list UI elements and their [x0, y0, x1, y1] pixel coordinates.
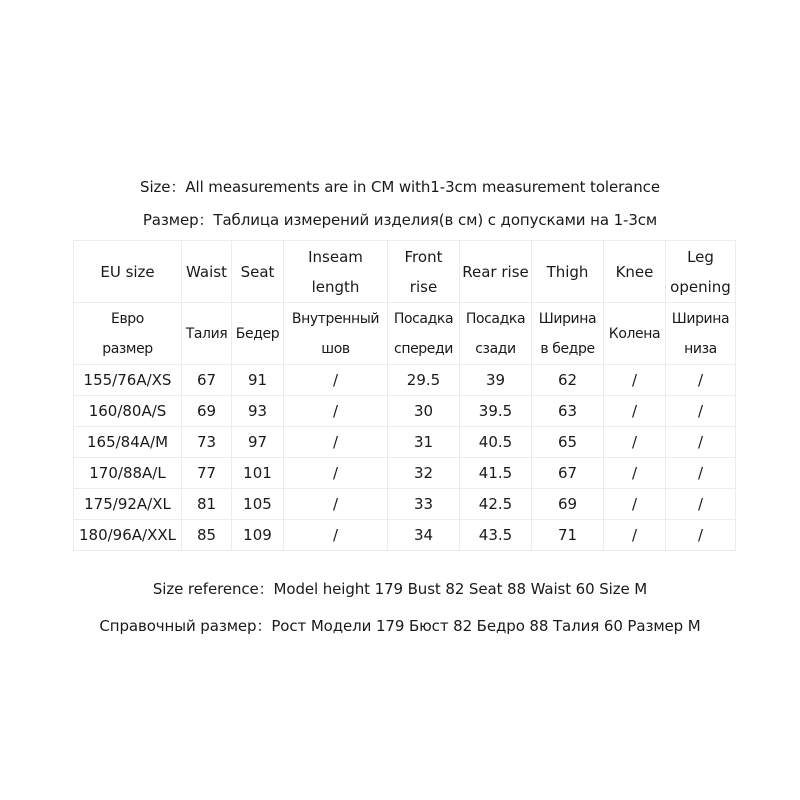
table-row — [74, 520, 736, 551]
header-row-english — [74, 241, 736, 303]
header-cell-thigh — [532, 241, 604, 303]
title-english: Size：All measurements are in CM with1-3cm measurement tolerance — [140, 178, 660, 196]
header-cell-seat — [232, 241, 284, 303]
title-russian: Размер：Таблица измерений изделия(в см) с допусками на 1-3см — [142, 211, 658, 229]
cell-thigh: 63 — [532, 396, 604, 427]
header-line: opening — [670, 277, 731, 296]
cell-rear-rise: 42.5 — [460, 489, 532, 520]
cell-leg-opening: / — [666, 489, 736, 520]
cell-eu-size: 175/92A/XL — [74, 489, 182, 520]
cell-leg-opening: / — [666, 365, 736, 396]
header-line: Колена — [608, 325, 661, 342]
cell-waist: 77 — [182, 458, 232, 489]
header-line: EU size — [100, 262, 155, 281]
header-line: length — [311, 277, 360, 296]
header-line: Посадка — [393, 310, 454, 327]
header-cell-inseam-length — [284, 303, 388, 365]
header-line: Knee — [615, 262, 654, 281]
header-cell-leg-opening — [666, 241, 736, 303]
cell-front-rise: 34 — [388, 520, 460, 551]
header-cell-seat — [232, 303, 284, 365]
header-cell-thigh — [532, 303, 604, 365]
table-row — [74, 365, 736, 396]
cell-knee: / — [604, 489, 666, 520]
header-line: Ширина — [538, 310, 597, 327]
header-cell-front-rise — [388, 241, 460, 303]
cell-front-rise: 32 — [388, 458, 460, 489]
header-line: Посадка — [465, 310, 526, 327]
cell-leg-opening: / — [666, 427, 736, 458]
cell-thigh: 71 — [532, 520, 604, 551]
cell-knee: / — [604, 365, 666, 396]
header-line: размер — [102, 340, 153, 357]
size-table-body — [74, 241, 736, 551]
header-line: шов — [321, 340, 350, 357]
table-row — [74, 458, 736, 489]
cell-seat: 97 — [232, 427, 284, 458]
size-reference-russian: Справочный размер：Рост Модели 179 Бюст 82 Бедро 88 Талия 60 Размер M — [99, 617, 701, 635]
cell-rear-rise: 40.5 — [460, 427, 532, 458]
cell-inseam-length: / — [284, 396, 388, 427]
header-cell-leg-opening — [666, 303, 736, 365]
cell-seat: 91 — [232, 365, 284, 396]
header-cell-inseam-length — [284, 241, 388, 303]
header-line: Талия — [185, 325, 228, 342]
cell-eu-size: 160/80A/S — [74, 396, 182, 427]
cell-leg-opening: / — [666, 458, 736, 489]
cell-rear-rise: 39.5 — [460, 396, 532, 427]
header-line: Inseam — [308, 247, 363, 266]
size-reference-english: Size reference：Model height 179 Bust 82 Seat 88 Waist 60 Size M — [152, 580, 648, 598]
header-line: Front — [404, 247, 443, 266]
cell-knee: / — [604, 427, 666, 458]
header-line: сзади — [475, 340, 516, 357]
header-row-russian — [74, 303, 736, 365]
cell-thigh: 69 — [532, 489, 604, 520]
cell-waist: 85 — [182, 520, 232, 551]
header-line: в бедре — [540, 340, 595, 357]
cell-inseam-length: / — [284, 365, 388, 396]
cell-rear-rise: 39 — [460, 365, 532, 396]
cell-waist: 73 — [182, 427, 232, 458]
header-cell-knee — [604, 241, 666, 303]
header-line: Rear rise — [462, 262, 529, 281]
cell-waist: 81 — [182, 489, 232, 520]
cell-eu-size: 155/76A/XS — [74, 365, 182, 396]
cell-eu-size: 180/96A/XXL — [74, 520, 182, 551]
header-line: Евро — [111, 310, 144, 327]
cell-thigh: 67 — [532, 458, 604, 489]
cell-knee: / — [604, 520, 666, 551]
header-line: rise — [409, 277, 438, 296]
cell-knee: / — [604, 396, 666, 427]
cell-rear-rise: 41.5 — [460, 458, 532, 489]
cell-knee: / — [604, 458, 666, 489]
header-cell-rear-rise — [460, 241, 532, 303]
header-line: Leg — [687, 247, 714, 266]
header-line: низа — [684, 340, 717, 357]
cell-inseam-length: / — [284, 520, 388, 551]
cell-front-rise: 31 — [388, 427, 460, 458]
cell-front-rise: 30 — [388, 396, 460, 427]
cell-seat: 109 — [232, 520, 284, 551]
cell-leg-opening: / — [666, 520, 736, 551]
header-cell-front-rise — [388, 303, 460, 365]
cell-inseam-length: / — [284, 427, 388, 458]
header-line: Thigh — [546, 262, 589, 281]
cell-thigh: 62 — [532, 365, 604, 396]
cell-waist: 69 — [182, 396, 232, 427]
header-cell-eu-size — [74, 241, 182, 303]
header-line: Waist — [186, 262, 227, 281]
header-cell-eu-size — [74, 303, 182, 365]
cell-seat: 101 — [232, 458, 284, 489]
table-row — [74, 489, 736, 520]
cell-eu-size: 170/88A/L — [74, 458, 182, 489]
header-line: Бедер — [235, 325, 280, 342]
size-chart-table — [73, 240, 736, 551]
cell-front-rise: 33 — [388, 489, 460, 520]
cell-eu-size: 165/84A/M — [74, 427, 182, 458]
table-row — [74, 427, 736, 458]
cell-seat: 93 — [232, 396, 284, 427]
cell-thigh: 65 — [532, 427, 604, 458]
cell-seat: 105 — [232, 489, 284, 520]
cell-leg-opening: / — [666, 396, 736, 427]
header-cell-waist — [182, 241, 232, 303]
header-line: спереди — [394, 340, 453, 357]
header-line: Внутренный — [291, 310, 380, 327]
header-line: Seat — [240, 262, 275, 281]
header-cell-waist — [182, 303, 232, 365]
header-cell-rear-rise — [460, 303, 532, 365]
table-row — [74, 396, 736, 427]
cell-front-rise: 29.5 — [388, 365, 460, 396]
header-line: Ширина — [671, 310, 730, 327]
cell-rear-rise: 43.5 — [460, 520, 532, 551]
header-cell-knee — [604, 303, 666, 365]
cell-inseam-length: / — [284, 489, 388, 520]
cell-inseam-length: / — [284, 458, 388, 489]
cell-waist: 67 — [182, 365, 232, 396]
